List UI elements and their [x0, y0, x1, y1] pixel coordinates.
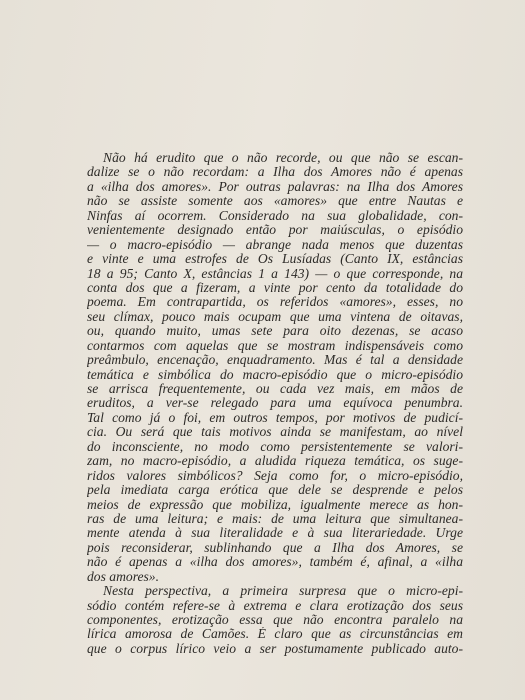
text-line: dalize se o não recordam: a Ilha dos Amores não é apenas — [87, 165, 463, 180]
text-line: e vinte e uma estrofes de Os Lusíadas (Canto IX, estâncias — [87, 252, 463, 267]
text-line: mente atenda à sua literalidade e à sua literariedade. Urge — [87, 526, 463, 541]
text-line: temática e simbólica do macro-episódio que o micro-episódio — [87, 367, 463, 382]
text-line: componentes, erotização essa que não encontra paralelo na — [87, 613, 463, 627]
text-line: dos amores». — [87, 569, 159, 584]
text-line: pela imediata carga erótica que dele se desprende e pelos — [87, 483, 463, 498]
text-line: não é apenas a «ilha dos amores», também é, afinal, a «ilha — [87, 555, 463, 570]
text-line: a «ilha dos amores». Por outras palavras: na Ilha dos Amores — [87, 179, 463, 194]
text-line: ridos valores simbólicos? Seja como for, o micro-episódio, — [87, 468, 463, 483]
text-line: que o corpus lírico veio a ser postumamente publicado auto- — [87, 641, 463, 656]
text-line: ras de uma leitura; e mais: de uma leitura que simultanea- — [87, 511, 463, 526]
text-line: — o macro-episódio — abrange nada menos que duzentas — [87, 237, 463, 252]
text-line: conta dos que a fizeram, a vinte por cento da totalidade do — [87, 280, 463, 295]
text-line: se arrisca frequentemente, ou cada vez mais, em mãos de — [87, 382, 463, 396]
text-line: zam, no macro-episódio, a aludida riqueza temática, os suge- — [87, 454, 463, 469]
text-line: poema. Em contrapartida, os referidos «amores», esses, no — [87, 295, 463, 310]
text-line: Não há erudito que o não recorde, ou que não se escan- — [103, 151, 463, 165]
text-line: ou, quando muito, umas sete para oito dezenas, se acaso — [87, 324, 463, 339]
text-line: Nesta perspectiva, a primeira surpresa que o micro-epi- — [103, 584, 463, 599]
text-line: do inconsciente, no modo como persistentemente se valori- — [87, 439, 463, 454]
text-line: Tal como já o foi, em outros tempos, por motivos de pudicí- — [87, 410, 463, 425]
body-text — [87, 151, 463, 656]
text-line: Ninfas aí ocorrem. Considerado na sua globalidade, con- — [87, 208, 463, 223]
text-line: cia. Ou será que tais motivos ainda se manifestam, ao nível — [87, 425, 463, 440]
text-line: contarmos com aquelas que se mostram indispensáveis como — [87, 338, 463, 353]
text-line: lírica amorosa de Camões. É claro que as circunstâncias em — [87, 627, 463, 642]
text-line: não se assiste somente aos «amores» que entre Nautas e — [87, 194, 463, 209]
text-line: preâmbulo, encenação, enquadramento. Mas é tal a densidade — [87, 353, 463, 368]
text-line: sódio contém refere-se à extrema e clara erotização dos seus — [87, 598, 463, 613]
text-line: eruditos, a ver-se relegado para uma equívoca penumbra. — [87, 396, 463, 411]
text-line: seu clímax, pouco mais ocupam que uma vintena de oitavas, — [87, 309, 463, 324]
text-line: meios de expressão que mobiliza, igualmente merece as hon- — [87, 497, 463, 512]
text-line: pois reconsiderar, sublinhando que a Ilha dos Amores, se — [87, 540, 463, 555]
text-line: 18 a 95; Canto X, estâncias 1 a 143) — o que corresponde, na — [87, 266, 463, 281]
text-line: venientemente designado então por maiúsculas, o episódio — [87, 223, 463, 238]
